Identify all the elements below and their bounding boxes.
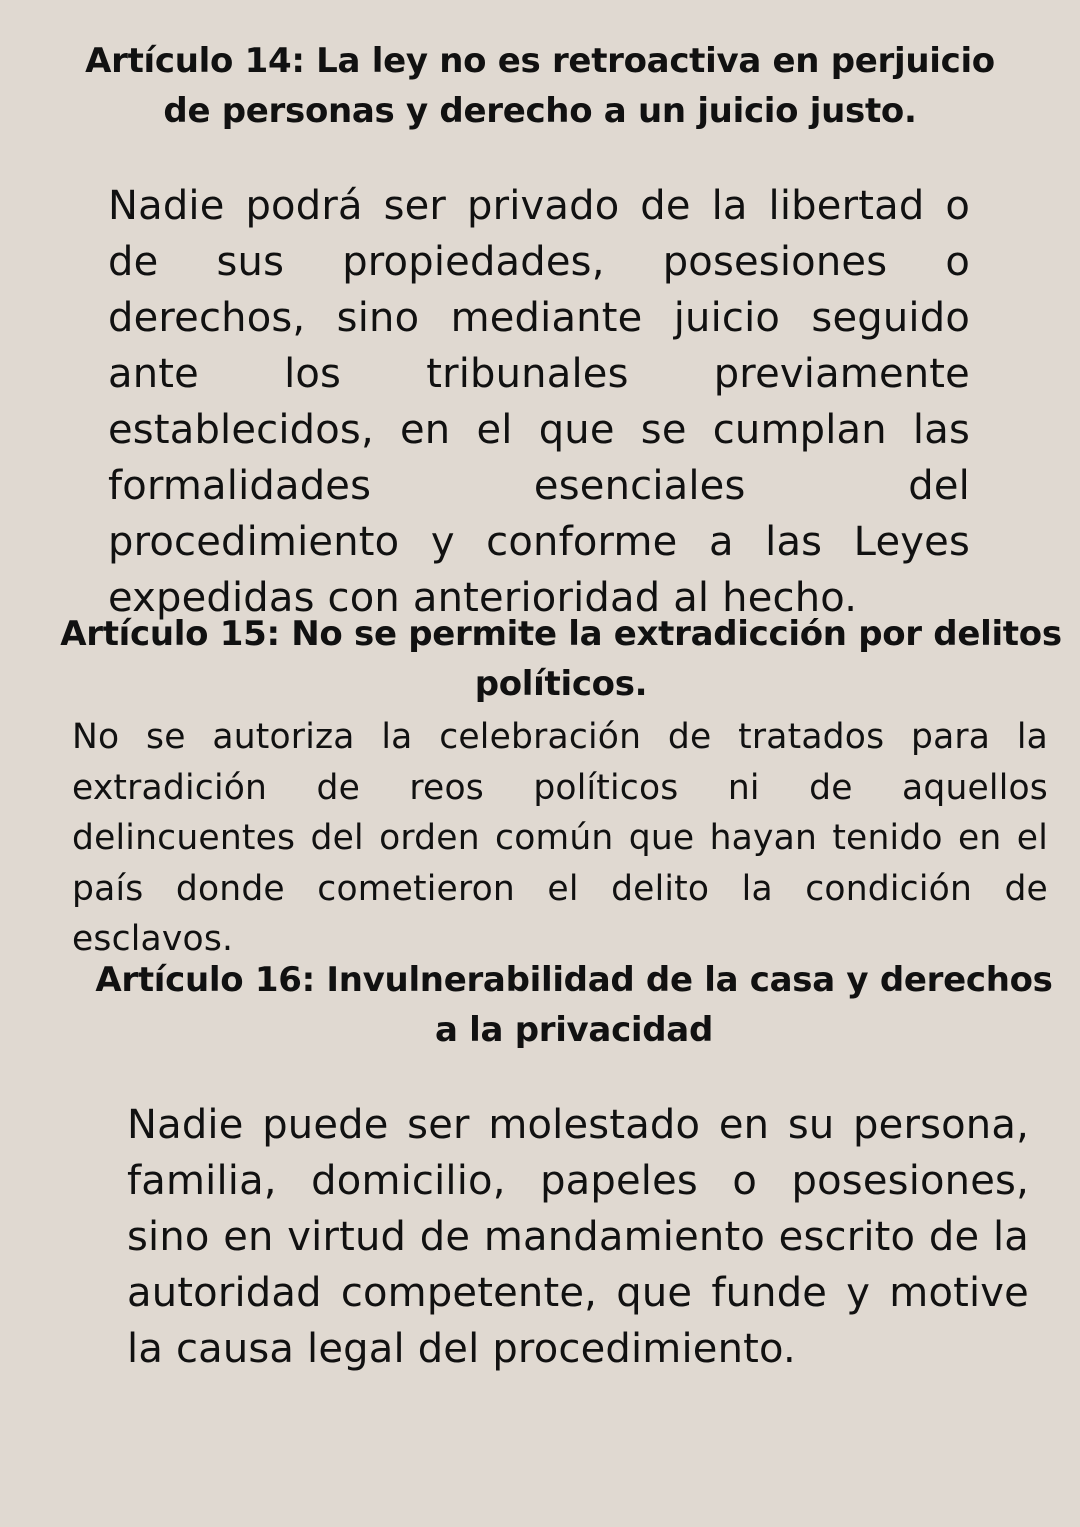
article-15-text: No se autoriza la celebración de tratados para la extradición de reos políticos ni de aquellos delincuentes del orden común que hayan tenido en el país donde cometieron el delito la condición de esclavos. (72, 717, 1048, 959)
article-16-text: Nadie puede ser molestado en su persona, familia, domicilio, papeles o posesiones, sino en virtud de mandamiento escrito de la autoridad competente, que funde y motive la causa legal del procedimiento. (127, 1102, 1029, 1372)
article-14-title: Artículo 14: La ley no es retroactiva en perjuicio de personas y derecho a un juicio justo. (85, 41, 995, 131)
article-15-title: Artículo 15: No se permite la extradicción por delitos políticos. (60, 614, 1062, 704)
article-16-title: Artículo 16: Invulnerabilidad de la casa y derechos a la privacidad (95, 960, 1053, 1050)
article-14-text: Nadie podrá ser privado de la libertad o de sus propiedades, posesiones o derechos, sino mediante juicio seguido ante los tribunales previamente establecidos, en el que se cumplan las formalidades esenciales del procedimiento y conforme a las Leyes expedidas con anterioridad al hecho. (108, 183, 970, 621)
